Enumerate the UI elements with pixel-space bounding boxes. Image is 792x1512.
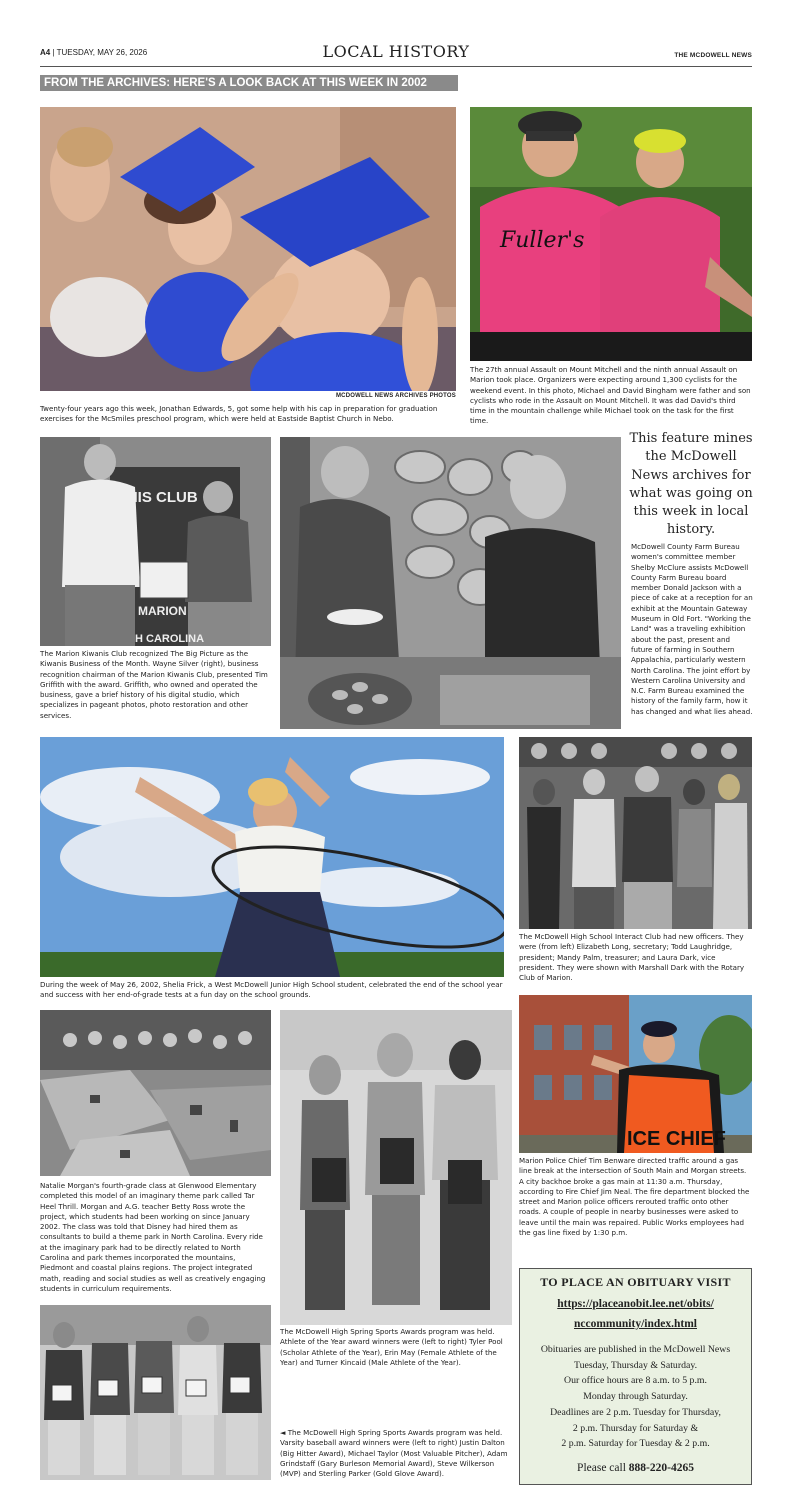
athletes-photo bbox=[280, 1010, 512, 1325]
kiwanis-sign-mid: MARION bbox=[138, 604, 187, 618]
archives-banner: FROM THE ARCHIVES: HERE'S A LOOK BACK AT THIS WEEK IN 2002 bbox=[40, 75, 458, 91]
page-date: TUESDAY, MAY 26, 2026 bbox=[56, 48, 148, 57]
photo-credit: MCDOWELL NEWS ARCHIVES PHOTOS bbox=[335, 393, 456, 399]
obituary-line: Obituaries are published in the McDowell News bbox=[540, 1344, 731, 1355]
kiwanis-sign-bot: H CAROLINA bbox=[135, 633, 205, 645]
obituary-info bbox=[520, 1342, 751, 1452]
obituary-line: Tuesday, Thursday & Saturday. bbox=[573, 1359, 698, 1371]
obituary-line: 2 p.m. Saturday for Tuesday & 2 p.m. bbox=[561, 1438, 710, 1450]
graduation-photo bbox=[40, 107, 456, 391]
farm-bureau-caption: McDowell County Farm Bureau women's committee member Shelby McClure assists McDowell County Farm Bureau board member Donald Jackson with a piece of cake at a reception for an exhibit at the Mountain Gateway Museum in Old Fort. "Working the Land" was a traveling exhibition about the past, present and future of farming in Southern Appalachia, particularly western North Carolina. The joint effort by Western Carolina University and N.C. Farm Bureau examined the history of the family farm, how it has changed and what lies ahead. bbox=[631, 542, 753, 716]
section-title: LOCAL HISTORY bbox=[322, 42, 470, 61]
obituary-box bbox=[519, 1268, 752, 1485]
graduation-caption: Twenty-four years ago this week, Jonathan Edwards, 5, got some help with his cap in preparation for graduation exercises for the McSmiles preschool program, which were held at Eastside Baptist Church in Nebo. bbox=[40, 404, 438, 424]
kiwanis-sign-top: ANIS CLUB bbox=[116, 489, 198, 506]
police-chief-photo bbox=[519, 995, 752, 1153]
obituary-link-line2[interactable]: nccommunity/index.html bbox=[574, 1318, 697, 1330]
theme-park-photo bbox=[40, 1010, 271, 1176]
kiwanis-photo bbox=[40, 437, 271, 646]
farm-bureau-photo bbox=[280, 437, 621, 729]
interact-club-photo bbox=[519, 737, 752, 929]
phone-number[interactable]: 888-220-4265 bbox=[628, 1461, 694, 1474]
folio-separator: | bbox=[52, 48, 57, 57]
cyclists-photo bbox=[470, 107, 752, 361]
kiwanis-caption: The Marion Kiwanis Club recognized The Big Picture as the Kiwanis Business of the Month. Wayne Silver (right), business recognition chairman of the Marion Kiwanis Club, presented Tim Griffith with the award. Griffith, who owned and operated the business, gave a brief history of his digital studio, which specializes in pageant photos, photo restoration and other services. bbox=[40, 649, 268, 720]
baseball-awards-photo bbox=[40, 1305, 271, 1480]
athletes-caption: The McDowell High Spring Sports Awards program was held. Athlete of the Year award winners were (left to right) Tyler Pool (Scholar Athlete of the Year), Erin May (Female Athlete of the Year) and Turner Kincaid (Male Athlete of the Year). bbox=[280, 1327, 503, 1367]
interact-club-caption: The McDowell High School Interact Club had new officers. They were (from left) Elizabeth Long, secretary; Todd Laughridge, president; Mandy Palm, treasurer; and Laura Dark, vice president. They were shown with Marshall Dark with the Rotary Club of Marion. bbox=[519, 932, 745, 983]
obituary-line: Our office hours are 8 a.m. to 5 p.m. bbox=[564, 1375, 707, 1387]
police-chief-caption: Marion Police Chief Tim Benware directed traffic around a gas line break at the intersection of South Main and Morgan streets. A city backhoe broke a gas main at 11:30 a.m. Thursday, according to Fire Chief Jim Neal. The fire department blocked the street and Marion police officers rerouted traffic onto other roads. A couple of people in nearby businesses were asked to leave until the main was repaired. Public Works employees had the gas line fixed by 1:30 p.m. bbox=[519, 1156, 750, 1238]
obituary-title: TO PLACE AN OBITUARY VISIT bbox=[540, 1275, 731, 1289]
obituary-line: 2 p.m. Thursday for Saturday & bbox=[572, 1422, 699, 1434]
paper-name: THE MCDOWELL NEWS bbox=[674, 52, 752, 59]
hula-hoop-caption: During the week of May 26, 2002, Shelia Frick, a West McDowell Junior High School student, celebrated the end of the school year and success with her end-of-grade tests at a fun day on the school grounds. bbox=[40, 980, 503, 1000]
vest-text: ICE CHIEF bbox=[627, 1128, 726, 1150]
obituary-link-line1[interactable]: https://placeanobit.lee.net/obits/ bbox=[557, 1298, 714, 1310]
theme-park-caption: Natalie Morgan's fourth-grade class at Glenwood Elementary completed this model of an imaginary theme park called Tar Heel Thrill. Morgan and A.G. teacher Betty Ross wrote the project, which students had been working on since January 2002. The class was told that Disney had hired them as consultants to build a theme park in North Carolina. Every ride at the imaginary park had to be directly related to North Carolina and park themes incorporated the mountains, Piedmont and coastal plains regions. The project integrated math, reading and social studies as well as creatively engaging students in curriculum requirements. bbox=[40, 1181, 266, 1293]
page-number: A4 bbox=[40, 48, 51, 57]
hula-hoop-photo bbox=[40, 737, 504, 977]
baseball-awards-caption: ◄ The McDowell High Spring Sports Awards program was held. Varsity baseball award winners were (left to right) Justin Dalton (Big Hitter Award), Michael Taylor (Most Valuable Pitcher), Adam Grindstaff (Gary Burleson Memorial Award), Steve Wilkerson (MVP) and Sterling Parker (Gold Glove Award). bbox=[280, 1428, 508, 1479]
obituary-line: Monday through Saturday. bbox=[583, 1391, 688, 1403]
obituary-call bbox=[520, 1462, 751, 1474]
feature-blurb: This feature mines the McDowell News archives for what was going on this week in local history. bbox=[629, 431, 753, 538]
call-prefix: Please call bbox=[577, 1461, 626, 1474]
obituary-line: Deadlines are 2 p.m. Tuesday for Thursday, bbox=[550, 1406, 721, 1418]
cyclists-caption: The 27th annual Assault on Mount Mitchell and the ninth annual Assault on Marion took place. Organizers were expecting around 1,300 cyclists for the weekend event. In this photo, Michael and David Bingham were father and son cyclists who rode in the Assault on Mount Mitchell. It was dad David's third time in the mountain challenge while Michael took on the task for the first time. bbox=[470, 365, 751, 426]
jersey-text: Fuller's bbox=[500, 228, 585, 253]
header-rule bbox=[40, 66, 752, 67]
